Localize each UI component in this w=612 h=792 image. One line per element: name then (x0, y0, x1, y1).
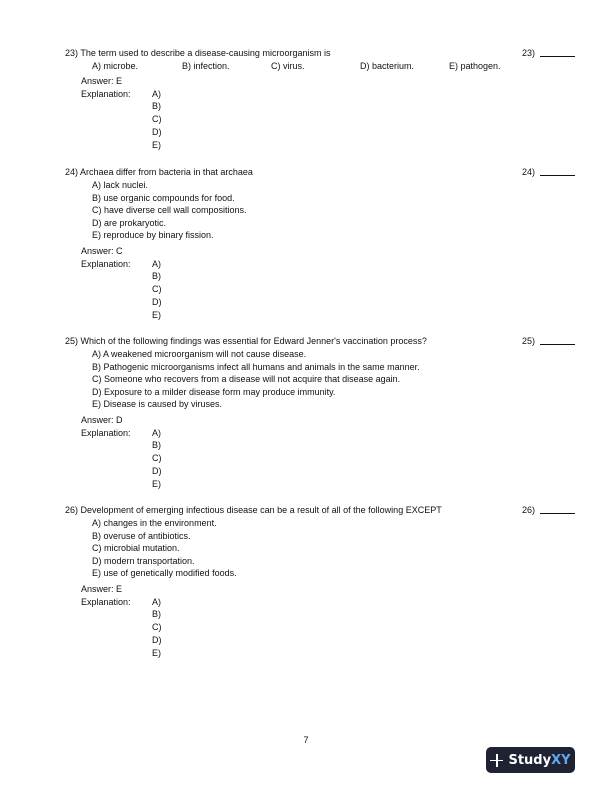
choice-e: E) reproduce by binary fission. (92, 230, 214, 240)
explanation-c: C) (152, 622, 162, 632)
choice-d: D) are prokaryotic. (92, 218, 167, 228)
explanation-d: D) (152, 635, 162, 645)
explanation-e: E) (152, 140, 161, 150)
explanation-c: C) (152, 114, 162, 124)
explanation-b: B) (152, 101, 161, 111)
explanation-e: E) (152, 310, 161, 320)
explanation-e: E) (152, 648, 161, 658)
choice-b: B) overuse of antibiotics. (92, 531, 191, 541)
explanation-a: A) (152, 259, 161, 269)
choice-d: D) bacterium. (360, 61, 415, 71)
choice-b: B) use organic compounds for food. (92, 193, 235, 203)
question-stem: 24) Archaea differ from bacteria in that archaea (65, 167, 253, 177)
explanation-c: C) (152, 284, 162, 294)
plus-icon (490, 754, 503, 767)
choice-c: C) microbial mutation. (92, 543, 180, 553)
question-23 (65, 48, 580, 158)
answer-value: D (116, 415, 123, 425)
choice-a: A) microbe. (92, 61, 139, 71)
choice-a: A) A weakened microorganism will not cause disease. (92, 349, 307, 359)
explanation-c: C) (152, 453, 162, 463)
question-number: 26) (522, 505, 536, 515)
explanation-e: E) (152, 479, 161, 489)
choice-e: E) pathogen. (449, 61, 501, 71)
answer-blank[interactable] (540, 175, 575, 176)
question-24 (65, 167, 580, 322)
brand-name: StudyXY (508, 752, 571, 768)
question-stem: 23) The term used to describe a disease-causing microorganism is (65, 48, 331, 58)
question-25 (65, 336, 580, 491)
answer-value: C (116, 246, 123, 256)
question-number: 25) (522, 336, 536, 346)
choice-b: B) infection. (182, 61, 230, 71)
explanation-d: D) (152, 466, 162, 476)
question-26 (65, 505, 580, 660)
explanation-label: Explanation: (81, 89, 131, 99)
explanation-label: Explanation: (81, 428, 131, 438)
question-stem: 26) Development of emerging infectious disease can be a result of all of the following EXCEPT (65, 505, 442, 515)
choice-a: A) lack nuclei. (92, 180, 149, 190)
explanation-label: Explanation: (81, 259, 131, 269)
choice-c: C) have diverse cell wall compositions. (92, 205, 247, 215)
answer-value: E (116, 584, 123, 594)
explanation-b: B) (152, 440, 161, 450)
choice-e: E) use of genetically modified foods. (92, 568, 237, 578)
choice-c: C) virus. (271, 61, 305, 71)
explanation-a: A) (152, 89, 161, 99)
studyxy-badge[interactable] (486, 747, 575, 773)
explanation-a: A) (152, 597, 161, 607)
question-number: 24) (522, 167, 536, 177)
explanation-b: B) (152, 609, 161, 619)
answer-line: Answer: E (81, 76, 123, 86)
answer-blank[interactable] (540, 344, 575, 345)
answer-blank[interactable] (540, 56, 575, 57)
choice-d: D) modern transportation. (92, 556, 195, 566)
explanation-d: D) (152, 297, 162, 307)
choice-a: A) changes in the environment. (92, 518, 217, 528)
choice-e: E) Disease is caused by viruses. (92, 399, 223, 409)
answer-blank[interactable] (540, 513, 575, 514)
answer-line: Answer: C (81, 246, 123, 256)
explanation-b: B) (152, 271, 161, 281)
choice-c: C) Someone who recovers from a disease will not acquire that disease again. (92, 374, 401, 384)
answer-line: Answer: E (81, 584, 123, 594)
question-number: 23) (522, 48, 536, 58)
explanation-label: Explanation: (81, 597, 131, 607)
answer-line: Answer: D (81, 415, 123, 425)
answer-value: E (116, 76, 123, 86)
explanation-d: D) (152, 127, 162, 137)
choice-b: B) Pathogenic microorganisms infect all humans and animals in the same manner. (92, 362, 420, 372)
page-number: 7 (303, 735, 309, 745)
choice-d: D) Exposure to a milder disease form may produce immunity. (92, 387, 336, 397)
question-stem: 25) Which of the following findings was essential for Edward Jenner's vaccination process? (65, 336, 427, 346)
explanation-a: A) (152, 428, 161, 438)
